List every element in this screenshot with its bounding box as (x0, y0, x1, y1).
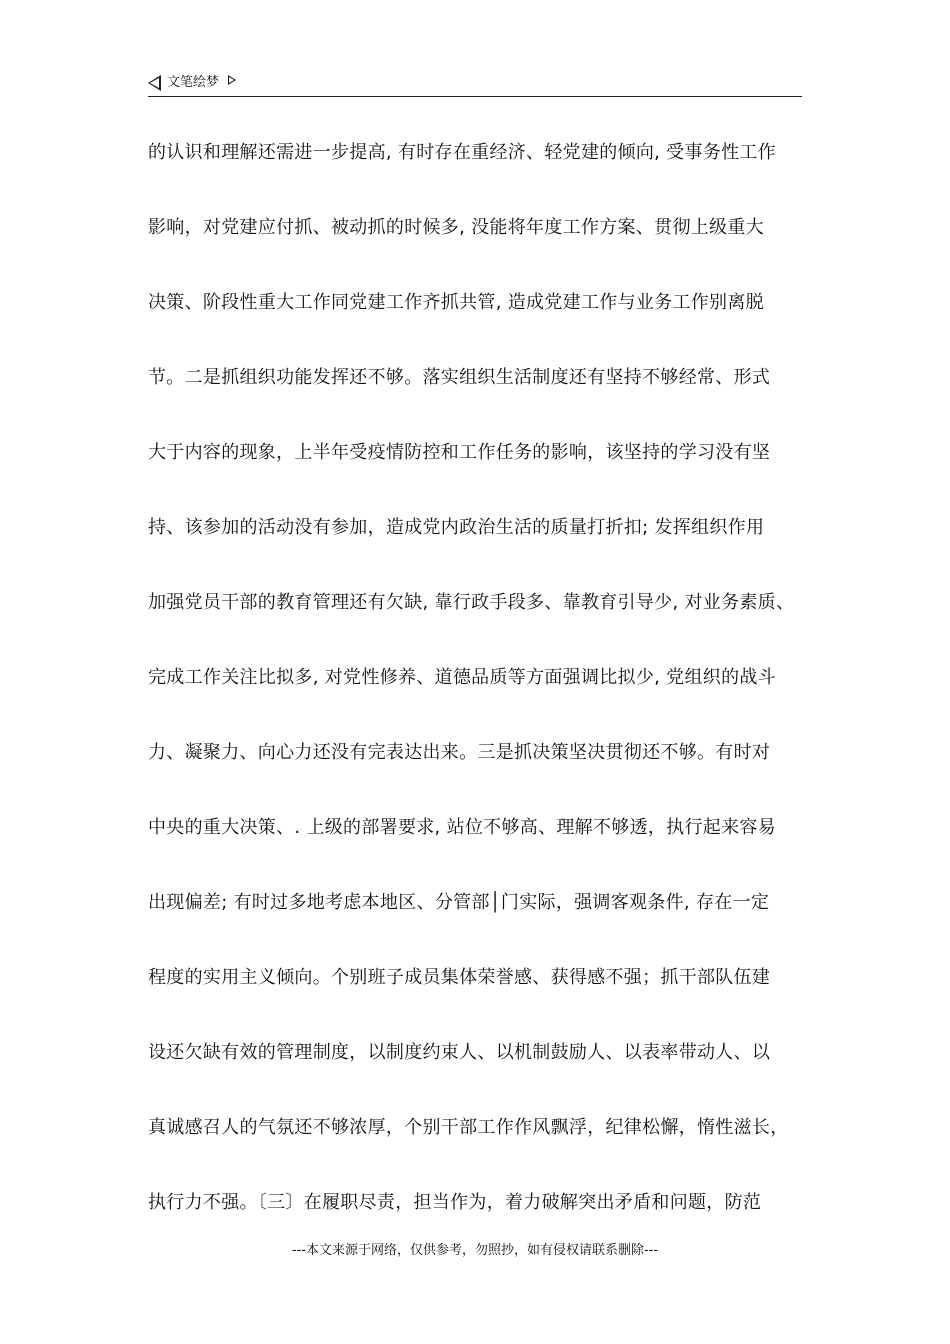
body-line: 执行力不强。〔三〕在履职尽责，担当作为，着力破解突出矛盾和问题，防范 (148, 1192, 762, 1213)
page-footer: ---本文来源于网络，仅供参考，勿照抄，如有侵权请联系删除--- (291, 1243, 659, 1258)
header-inner (148, 74, 236, 92)
body-line: 真诚感召人的气氛还不够浓厚，个别干部工作作风飘浮，纪律松懈，惰性滋长， (148, 1117, 789, 1138)
body-line: 大于内容的现象，上半年受疫情防控和工作任务的影响，该坚持的学习没有坚 (148, 442, 771, 463)
body-line: 持、该参加的活动没有参加，造成党内政治生活的质量打折扣; 发挥组织作用 (148, 517, 765, 538)
header-title: 文笔绘梦 (167, 75, 220, 90)
triangle-left-icon (148, 75, 161, 91)
body-line: 的认识和理解还需进一步提高, 有时存在重经济、轻党建的倾向, 受事务性工作 (148, 142, 776, 163)
body-line: 加强党员干部的教育管理还有欠缺, 靠行政手段多、靠教育引导少, 对业务素质、 (148, 592, 795, 613)
body-line: 中央的重大决策、. 上级的部署要求, 站位不够高、理解不够透，执行起来容易 (148, 817, 776, 838)
body-line: 程度的实用主义倾向。个别班子成员集体荣誉感、获得感不强；抓干部队伍建 (148, 967, 771, 988)
body-line: 决策、阶段性重大工作同党建工作齐抓共管, 造成党建工作与业务工作别离脱 (148, 292, 764, 313)
body-line: 设还欠缺有效的管理制度，以制度约束人、以机制鼓励人、以表率带动人、以 (148, 1042, 771, 1063)
document-body (148, 134, 820, 1259)
triangle-right-icon (228, 75, 236, 85)
body-line: 出现偏差; 有时过多地考虑本地区、分管部│门实际，强调客观条件, 存在一定 (148, 892, 770, 913)
body-line: 节。二是抓组织功能发挥还不够。落实组织生活制度还有坚持不够经常、形式 (148, 367, 771, 388)
page-header (148, 72, 802, 97)
body-line: 力、凝聚力、向心力还没有完表达出来。三是抓决策坚决贯彻还不够。有时对 (148, 742, 771, 763)
body-line: 影响，对党建应付抓、被动抓的时候多, 没能将年度工作方案、贯彻上级重大 (148, 217, 764, 238)
body-line: 完成工作关注比拟多, 对党性修养、道德品质等方面强调比拟少, 党组织的战斗 (148, 667, 776, 688)
